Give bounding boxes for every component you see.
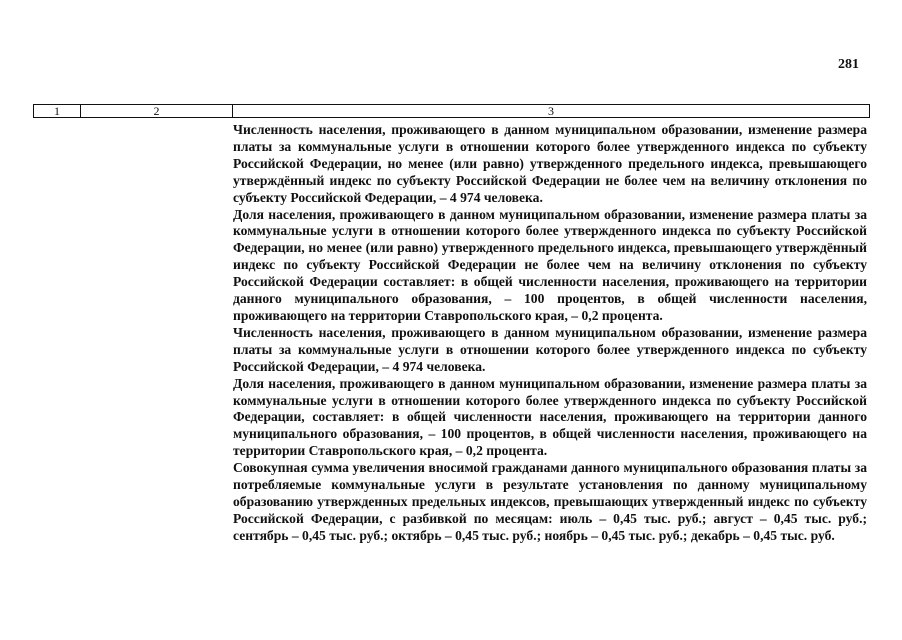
column-header-1: 1	[34, 105, 81, 118]
column-header-table	[33, 104, 870, 118]
column-header-3: 3	[233, 105, 870, 118]
column-header-row	[34, 105, 870, 118]
document-body	[233, 122, 867, 545]
page-number: 281	[838, 57, 859, 72]
column-header-2: 2	[81, 105, 233, 118]
paragraph: Численность населения, проживающего в данном муниципальном образовании, изменение размера платы за коммунальные услуги в отношении которого более утвержденного индекса по субъекту Российской Федерации, – 4 974 человека.	[233, 324, 867, 374]
paragraph: Численность населения, проживающего в данном муниципальном образовании, изменение размера платы за коммунальные услуги в отношении которого более утвержденного индекса по субъекту Российской Федерации, но менее (или равно) утвержденного предельного индекса, превышающего утверждённый индекс по субъекту Российской Федерации не более чем на величину отклонения по субъекту Российской Федерации, – 4 974 человека.	[233, 122, 867, 205]
paragraph: Совокупная сумма увеличения вносимой гражданами данного муниципального образования платы за потребляемые коммунальные услуги в результате установления по данному муниципальному образованию утвержденных предельных индексов, превышающих утвержденный индекс по субъекту Российской Федерации, с разбивкой по месяцам: июль – 0,45 тыс. руб.; август – 0,45 тыс. руб.; сентябрь – 0,45 тыс. руб.; октябрь – 0,45 тыс. руб.; ноябрь – 0,45 тыс. руб.; декабрь – 0,45 тыс. руб.	[233, 460, 867, 543]
paragraph: Доля населения, проживающего в данном муниципальном образовании, изменение размера платы за коммунальные услуги в отношении которого более утвержденного индекса по субъекту Российской Федерации, но менее (или равно) утвержденного предельного индекса, превышающего утверждённый индекс по субъекту Российской Федерации не более чем на величину отклонения по субъекту Российской Федерации составляет: в общей численности населения, проживающего на территории данного муниципального образования, – 100 процентов, в общей численности населения, проживающего на территории Ставропольского края, – 0,2 процента.	[233, 206, 867, 323]
paragraph: Доля населения, проживающего в данном муниципальном образовании, изменение размера платы за коммунальные услуги в отношении которого более утвержденного индекса по субъекту Российской Федерации, составляет: в общей численности населения, проживающего на территории данного муниципального образования, – 100 процентов, в общей численности населения, проживающего на территории Ставропольского края, – 0,2 процента.	[233, 375, 867, 459]
